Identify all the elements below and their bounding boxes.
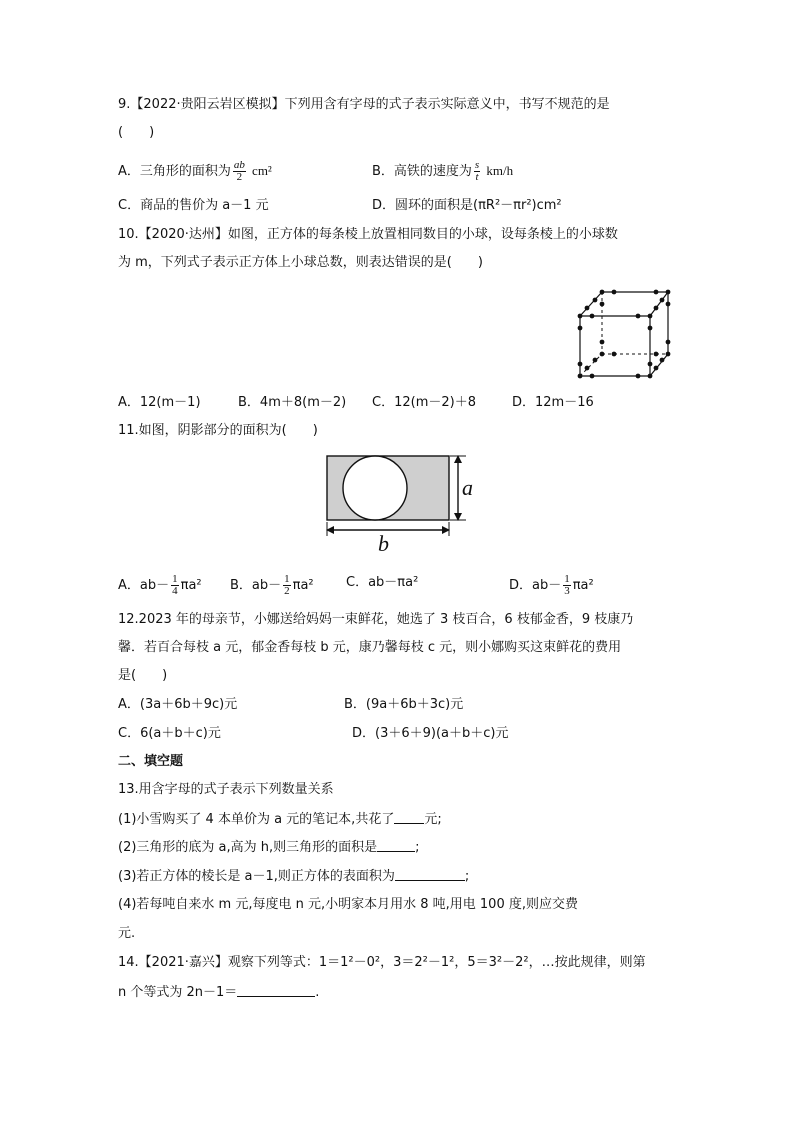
cube-figure [570,284,674,384]
blank-2[interactable] [377,838,415,852]
q9-option-d: D．圆环的面积是(πR²－πr²)cm² [372,198,562,213]
blank-3[interactable] [395,867,465,881]
q10-option-b: B．4m＋8(m－2) [238,395,347,410]
q13-item2: (2)三角形的底为 a,高为 h,则三角形的面积是 ; [118,840,420,855]
q14-line1: 14.【2021·嘉兴】观察下列等式：1＝1²－0²，3＝2²－1²，5＝3²－2²，…按此规律，则第 [118,955,646,970]
blank-4[interactable] [237,983,315,997]
q13-item4-line2: 元. [118,926,136,941]
section-heading: 二、填空题 [118,754,184,769]
q11-option-a: A．ab－ $\frac{1}{4}$ πa² [118,573,202,597]
q11-option-b: B．ab－ $\frac{1}{2}$ πa² [230,573,314,597]
q13-item3: (3)若正方体的棱长是 a－1,则正方体的表面积为 ; [118,869,470,884]
shaded-rectangle-figure [320,450,490,556]
q12-line3: 是( ) [118,668,168,683]
q12-option-c: C．6(a＋b＋c)元 [118,726,221,741]
q13-stem: 13.用含字母的式子表示下列数量关系 [118,782,334,797]
q11-stem: 11.如图，阴影部分的面积为( ) [118,423,318,438]
q9-option-c: C．商品的售价为 a－1 元 [118,198,269,213]
q9-answer-paren: ( ) [118,125,155,140]
q12-option-d: D．(3＋6＋9)(a＋b＋c)元 [352,726,509,741]
q12-line1: 12.2023 年的母亲节，小娜送给妈妈一束鲜花，她选了 3 枝百合，6 枝郁金香，9 枝康乃 [118,612,634,627]
q14-line2: n 个等式为 2n－1＝ . [118,985,320,1000]
q9-option-a: A．三角形的面积为 $\frac{ab}{2}$ cm² [118,159,272,183]
label-b: b [378,531,389,556]
q10-option-c: C．12(m－2)＋8 [372,395,476,410]
q10-line2: 为 m，下列式子表示正方体上小球总数，则表达错误的是( ) [118,255,483,270]
q13-item1: (1)小雪购买了 4 本单价为 a 元的笔记本,共花了 元; [118,812,442,827]
q10-line1: 10.【2020·达州】如图，正方体的每条棱上放置相同数目的小球，设每条棱上的小球数 [118,227,618,242]
q11-option-d: D．ab－ $\frac{1}{3}$ πa² [509,573,594,597]
q12-option-b: B．(9a＋6b＋3c)元 [344,697,464,712]
q10-option-d: D．12m－16 [512,395,594,410]
q9-b-fraction: $\frac{s}{t}$ [474,159,480,183]
blank-1[interactable] [394,810,424,824]
q11-option-c: C．ab－πa² [346,575,419,590]
q12-option-a: A．(3a＋6b＋9c)元 [118,697,238,712]
q9-stem: 9.【2022·贵阳云岩区模拟】下列用含有字母的式子表示实际意义中，书写不规范的是 [118,97,610,112]
q13-item4-line1: (4)若每吨自来水 m 元,每度电 n 元,小明家本月用水 8 吨,用电 100 度,则应交费 [118,897,578,912]
q10-option-a: A．12(m－1) [118,395,201,410]
q9-a-fraction: $\frac{ab}{2}$ [233,159,245,183]
q12-line2: 馨．若百合每枝 a 元，郁金香每枝 b 元，康乃馨每枝 c 元，则小娜购买这束鲜花的费用 [118,640,622,655]
label-a: a [462,475,473,500]
q9-option-b: B．高铁的速度为 $\frac{s}{t}$ km/h [372,159,514,183]
